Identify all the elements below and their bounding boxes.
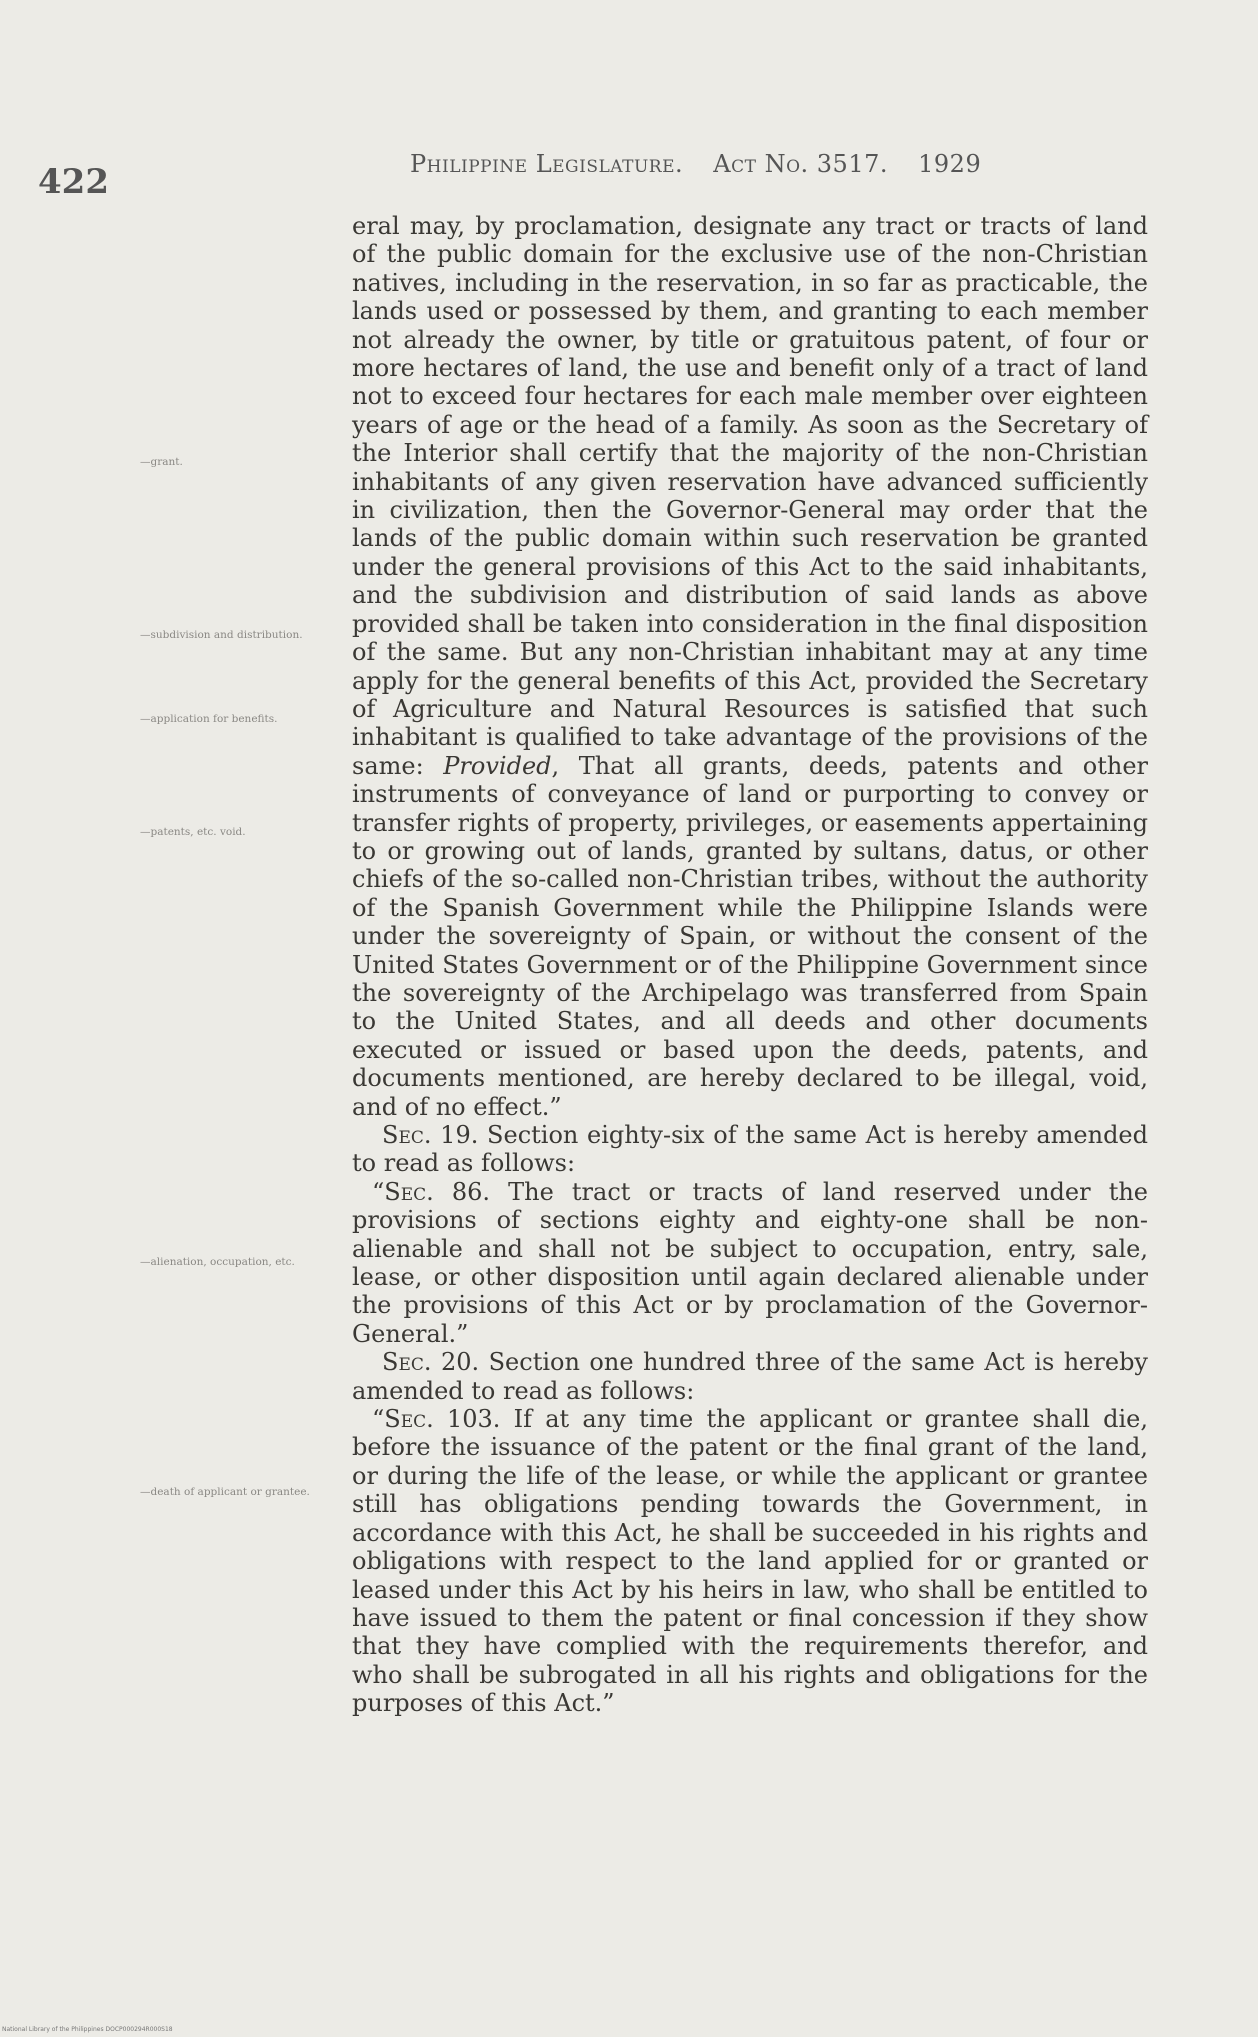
- section-20-text: Section one hundred three of the same Act is hereby amended to read as follows:: [352, 1348, 1148, 1405]
- library-footer: National Library of the Philippines DOCP000294R000S18: [2, 2026, 173, 2033]
- section-86-label: “Sec. 86.: [372, 1177, 491, 1206]
- margin-note-subdivision: —subdivision and distribution.: [140, 629, 303, 641]
- body-text: [352, 212, 1148, 1718]
- paragraph-continuation-text: eral may, by proclamation, designate any tract or tracts of land of the public domain for the exclusive use of the non-Christian natives, including in the reservation, in so far as practicable, the lands used or possessed by them, and granting to each member not already the owner, by title or gratuitous patent, of four or more hectares of land, the use and benefit only of a tract of land not to exceed four hectares for each male member over eighteen years of age or the head of a family. As soon as the Secretary of the Interior shall certify that the majority of the non-Christian inhabitants of any given reservation have advanced sufficiently in civilization, then the Governor-General may order that the lands of the public domain within such reservation be granted under the general provisions of this Act to the said inhabitants, and the subdivision and distribution of said lands as above provided shall be taken into consideration in the final disposition of the same. But any non-Christian inhabitant may at any time apply for the general benefits of this Act, provided the Secretary of Agriculture and Natural Resources is satisfied that such inhabitant is qualified to take advantage of the provisions of the same:: [352, 212, 1148, 780]
- paragraph-continuation-rest: , That all grants, deeds, patents and other instruments of conveyance of land or purporting to convey or transfer rights of property, privileges, or easements appertaining to or growing out of lands, granted by sultans, datus, or other chiefs of the so-called non-Christian tribes, without the authority of the Spanish Government while the Philippine Islands were under the sovereignty of Spain, or without the consent of the United States Government or of the Philippine Government since the sovereignty of the Archipelago was transferred from Spain to the United States, and all deeds and other documents executed or issued or based upon the deeds, patents, and documents mentioned, are hereby declared to be illegal, void, and of no effect.”: [352, 751, 1148, 1121]
- section-86-quote: [352, 1178, 1148, 1348]
- provided-word: Provided: [443, 751, 552, 780]
- margin-note-patents-void: —patents, etc. void.: [140, 826, 246, 838]
- paragraph-continuation: [352, 212, 1148, 1121]
- margin-note-death: —death of applicant or grantee.: [140, 1486, 310, 1498]
- margin-note-grant: —grant.: [140, 456, 183, 468]
- running-head-act: Act No. 3517.: [713, 150, 888, 178]
- section-103-text: If at any time the applicant or grantee shall die, before the issuance of the patent or the final grant of the land, or during the life of the lease, or while the applicant or grantee still has obligations pending towards the Government, in accordance with this Act, he shall be succeeded in his rights and obligations with respect to the land applied for or granted or leased under this Act by his heirs in law, who shall be entitled to have issued to them the patent or final concession if they show that they have complied with the requirements therefor, and who shall be subrogated in all his rights and obligations for the purposes of this Act.”: [352, 1405, 1148, 1718]
- margin-note-alienation: —alienation, occupation, etc.: [140, 1256, 295, 1268]
- margin-note-application: —application for benefits.: [140, 713, 278, 725]
- section-19: [352, 1121, 1148, 1178]
- section-19-label: Sec. 19.: [382, 1121, 479, 1149]
- section-19-text: Section eighty-six of the same Act is hereby amended to read as follows:: [352, 1121, 1148, 1178]
- page-number: 422: [38, 162, 109, 202]
- section-20: [352, 1348, 1148, 1405]
- section-86-text: The tract or tracts of land reserved under the provisions of sections eighty and eighty-one shall be non-alienable and shall not be subject to occupation, entry, sale, lease, or other disposition until again declared alienable under the provisions of this Act or by proclamation of the Governor-General.”: [352, 1177, 1148, 1348]
- section-20-label: Sec. 20.: [382, 1348, 480, 1377]
- section-103-quote: [352, 1405, 1148, 1717]
- running-head: [410, 150, 1003, 178]
- running-head-legislature: Philippine Legislature.: [410, 150, 684, 178]
- section-103-label: “Sec. 103.: [372, 1405, 501, 1434]
- running-head-year: 1929: [918, 150, 982, 178]
